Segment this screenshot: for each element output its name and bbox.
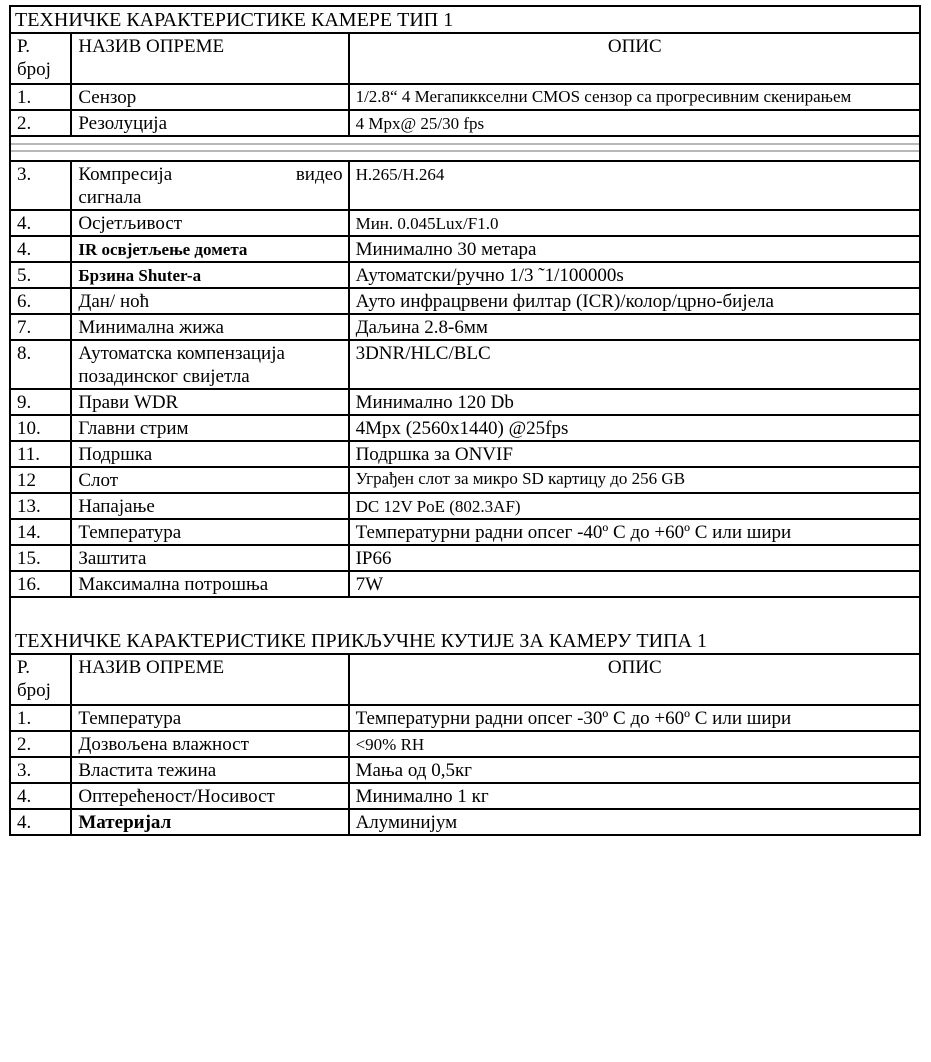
row-name: Властита тежина (71, 757, 348, 783)
table2-title: ТЕХНИЧКЕ КАРАКТЕРИСТИКЕ ПРИКЉУЧНЕ КУТИЈЕ ЗА КАМЕРУ ТИПА 1 (10, 628, 920, 654)
row-number: 4. (10, 783, 71, 809)
header-equipment-name: НАЗИВ ОПРЕМЕ (71, 654, 348, 705)
row-description: 1/2.8“ 4 Мегапиккселни CMOS сензор са прогресивним скенирањем (349, 84, 920, 110)
table-row (10, 84, 920, 110)
table-header-row (10, 654, 920, 705)
table-row (10, 262, 920, 288)
row-name: Температура (71, 519, 348, 545)
row-description: Мин. 0.045Lux/F1.0 (349, 210, 920, 236)
row-number: 3. (10, 161, 71, 210)
table-row (10, 493, 920, 519)
row-name-part: видео (295, 164, 343, 185)
table-row (10, 314, 920, 340)
row-number: 16. (10, 571, 71, 597)
table-row (10, 389, 920, 415)
row-number: 3. (10, 757, 71, 783)
document-page (9, 5, 921, 836)
row-number: 2. (10, 110, 71, 136)
row-name: IR освјетљење домета (71, 236, 348, 262)
table-row (10, 519, 920, 545)
row-number: 1. (10, 705, 71, 731)
table-row (10, 161, 920, 210)
header-equipment-name: НАЗИВ ОПРЕМЕ (71, 33, 348, 84)
row-description: Минимално 30 метара (349, 236, 920, 262)
table-row (10, 110, 920, 136)
row-description: Алуминијум (349, 809, 920, 835)
row-description: Мања од 0,5кг (349, 757, 920, 783)
row-description: 4Mpx (2560x1440) @25fps (349, 415, 920, 441)
table-title-row (10, 6, 920, 33)
row-number: 14. (10, 519, 71, 545)
row-number: 9. (10, 389, 71, 415)
row-description: Даљина 2.8-6мм (349, 314, 920, 340)
row-name: Подршка (71, 441, 348, 467)
table-header-row (10, 33, 920, 84)
row-name: Температура (71, 705, 348, 731)
table-row (10, 731, 920, 757)
table1-title: ТЕХНИЧКЕ КАРАКТЕРИСТИКЕ КАМЕРЕ ТИП 1 (10, 6, 920, 33)
row-name: Сензор (71, 84, 348, 110)
row-name: Минимална жижа (71, 314, 348, 340)
row-description: Минимално 1 кг (349, 783, 920, 809)
row-description: <90% RH (349, 731, 920, 757)
row-description: Температурни радни опсег -30º C до +60º C или шири (349, 705, 920, 731)
row-description: 7W (349, 571, 920, 597)
table-row (10, 809, 920, 835)
row-description: Аутоматски/ручно 1/3 ˜1/100000s (349, 262, 920, 288)
table-row (10, 757, 920, 783)
row-number: 4. (10, 210, 71, 236)
row-number: 6. (10, 288, 71, 314)
row-number: 10. (10, 415, 71, 441)
row-name: Материјал (71, 809, 348, 835)
row-name: Аутоматска компензација позадинског свијетла (71, 340, 348, 389)
row-name: Максимална потрошња (71, 571, 348, 597)
table-row (10, 340, 920, 389)
row-description: Температурни радни опсег -40º C до +60º C или шири (349, 519, 920, 545)
row-number: 8. (10, 340, 71, 389)
row-name: Дозвољена влажност (71, 731, 348, 757)
row-description: 3DNR/HLC/BLC (349, 340, 920, 389)
header-description: ОПИС (349, 33, 920, 84)
row-number: 15. (10, 545, 71, 571)
row-name: Дан/ ноћ (71, 288, 348, 314)
row-name-part: Компресија (78, 164, 173, 185)
row-name: Напајање (71, 493, 348, 519)
row-description: Ауто инфрацрвени филтар (ICR)/колор/црно-бијела (349, 288, 920, 314)
table-row (10, 467, 920, 493)
table-row (10, 288, 920, 314)
row-name: Прави WDR (71, 389, 348, 415)
row-name: Главни стрим (71, 415, 348, 441)
row-name: Резолуција (71, 110, 348, 136)
row-number: 4. (10, 809, 71, 835)
row-number: 12 (10, 467, 71, 493)
table-row (10, 415, 920, 441)
table-row (10, 783, 920, 809)
row-description: H.265/H.264 (349, 161, 920, 210)
section-gap (9, 598, 921, 628)
row-name-part: сигнала (78, 187, 142, 208)
row-description: Подршка за ONVIF (349, 441, 920, 467)
row-description: 4 Mpx@ 25/30 fps (349, 110, 920, 136)
row-number: 4. (10, 236, 71, 262)
page-break-separator (9, 137, 921, 160)
row-name (71, 161, 348, 210)
table-row (10, 705, 920, 731)
row-name: Брзина Shuter-a (71, 262, 348, 288)
table-row (10, 545, 920, 571)
header-number: Р. број (10, 654, 71, 705)
camera-spec-table-top (9, 5, 921, 137)
row-description: IP66 (349, 545, 920, 571)
row-number: 1. (10, 84, 71, 110)
row-name: Заштита (71, 545, 348, 571)
row-name: Слот (71, 467, 348, 493)
table-row (10, 441, 920, 467)
row-name: Осјетљивост (71, 210, 348, 236)
table-row (10, 236, 920, 262)
header-number: Р. број (10, 33, 71, 84)
row-description: Минимално 120 Db (349, 389, 920, 415)
row-number: 13. (10, 493, 71, 519)
row-number: 5. (10, 262, 71, 288)
header-description: ОПИС (349, 654, 920, 705)
camera-spec-table-bottom (9, 160, 921, 598)
row-name: Оптерећеност/Носивост (71, 783, 348, 809)
table-title-row (10, 628, 920, 654)
row-description: DC 12V PoE (802.3AF) (349, 493, 920, 519)
row-number: 7. (10, 314, 71, 340)
junction-box-spec-table (9, 628, 921, 836)
row-description: Уграђен слот за микро SD картицу до 256 GB (349, 467, 920, 493)
table-row (10, 210, 920, 236)
table-row (10, 571, 920, 597)
row-number: 2. (10, 731, 71, 757)
row-number: 11. (10, 441, 71, 467)
